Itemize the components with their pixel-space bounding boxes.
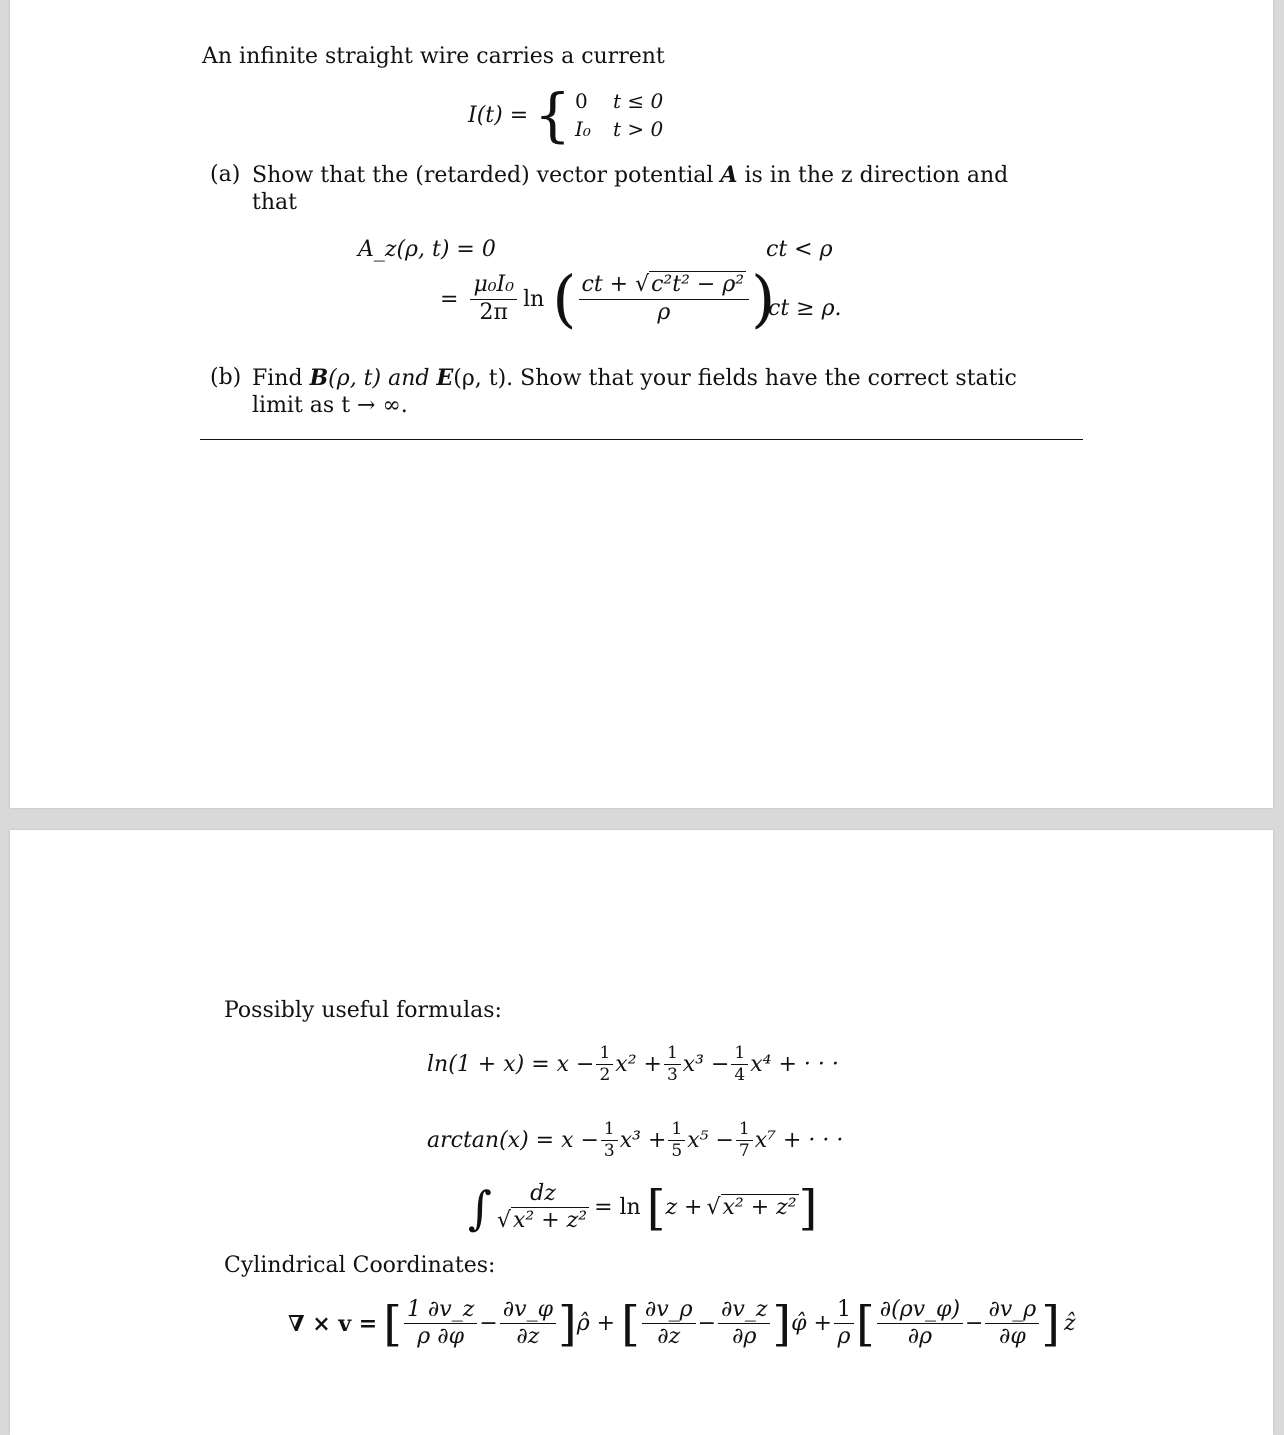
curl-frac-1-den: ρ ∂φ <box>417 1324 464 1350</box>
ln-frac-2 <box>664 1044 681 1084</box>
equals-sign: = <box>440 286 459 312</box>
curl-frac-2-den: ∂z <box>516 1324 540 1350</box>
case-value-1: 0 <box>575 89 588 113</box>
integral-numerator: dz <box>527 1182 559 1208</box>
bracket-3-close: ] <box>1041 1295 1060 1352</box>
ln-term-3: x⁴ + · · · <box>750 1051 839 1077</box>
mu-fraction <box>470 273 517 324</box>
ln-lhs: ln(1 + x) = x − <box>427 1051 595 1077</box>
ln-term-2: x³ − <box>682 1051 730 1077</box>
ln-argument-denominator: ρ <box>657 299 671 325</box>
sqrt-content: c²t² − ρ² <box>651 272 745 298</box>
curl-frac-1 <box>404 1298 477 1349</box>
part-b-text-3: (ρ, t). Show that your fields have the correct static <box>453 366 1017 391</box>
left-brace: { <box>534 81 572 149</box>
mu-denominator: 2π <box>479 299 508 325</box>
integral-sqrt: x² + z² <box>513 1208 588 1234</box>
curl-frac-2 <box>500 1298 556 1349</box>
arctan-series <box>427 1120 843 1160</box>
integral-formula <box>468 1179 818 1236</box>
curl-frac-2-num: ∂v_φ <box>500 1298 556 1324</box>
minus-3: − <box>965 1311 984 1337</box>
integral-rhs-ln: = ln <box>594 1195 641 1221</box>
integral-rhs-sqrt: x² + z² <box>722 1195 797 1221</box>
ln-argument-numerator: ct + √c²t² − ρ² <box>579 273 750 299</box>
case-condition-2: t > 0 <box>613 117 664 141</box>
case-condition-1: t ≤ 0 <box>613 89 664 113</box>
left-paren: ( <box>552 262 577 335</box>
ln-argument-fraction <box>579 273 750 324</box>
part-b-line-2: limit as t → ∞. <box>252 393 408 418</box>
part-b-label: (b) <box>210 365 242 390</box>
arctan-frac-2 <box>668 1120 685 1160</box>
eq-a-row-2-condition: ct ≥ ρ. <box>768 296 842 321</box>
eq-a-row-1: A_z(ρ, t) = 0 <box>358 237 496 262</box>
curl-frac-1-num: 1 ∂v_z <box>404 1298 477 1324</box>
arctan-frac-3-den: 7 <box>738 1140 750 1161</box>
curl-frac-3-den: ∂z <box>657 1324 681 1350</box>
arctan-frac-1 <box>601 1120 618 1160</box>
arctan-frac-1-num: 1 <box>601 1120 618 1141</box>
curl-frac-3 <box>642 1298 696 1349</box>
part-b-text-2: (ρ, t) and <box>328 366 430 391</box>
horizontal-rule <box>200 439 1083 440</box>
arctan-frac-3 <box>736 1120 753 1160</box>
cylindrical-heading: Cylindrical Coordinates: <box>224 1253 496 1278</box>
arctan-term-1: x³ + <box>619 1127 667 1153</box>
part-a-line-1 <box>252 162 1008 188</box>
part-a-text-2: is in the z direction and <box>744 163 1009 188</box>
arctan-frac-3-num: 1 <box>736 1120 753 1141</box>
curl-frac-6 <box>877 1298 963 1349</box>
part-a-label: (a) <box>210 162 241 187</box>
vector-E: E <box>436 365 454 391</box>
ln-frac-2-den: 3 <box>666 1064 678 1085</box>
ln-frac-1 <box>596 1044 613 1084</box>
z-hat: ẑ <box>1063 1311 1076 1337</box>
curl-frac-4 <box>718 1298 770 1349</box>
ln-frac-1-num: 1 <box>596 1044 613 1065</box>
arctan-term-3: x⁷ + · · · <box>754 1127 844 1153</box>
minus-1: − <box>479 1311 498 1337</box>
arctan-term-2: x⁵ − <box>687 1127 734 1153</box>
curl-formula <box>288 1295 1076 1352</box>
part-a-line-2: that <box>252 190 297 215</box>
curl-frac-7-den: ∂φ <box>998 1324 1026 1350</box>
integral-rhs-z: z + <box>665 1195 703 1221</box>
curl-frac-3-num: ∂v_ρ <box>642 1298 696 1324</box>
curl-frac-7 <box>985 1298 1039 1349</box>
curl-frac-5 <box>834 1298 854 1349</box>
arctan-lhs: arctan(x) = x − <box>427 1127 599 1153</box>
eq-a-row-1-condition: ct < ρ <box>766 237 833 262</box>
phi-hat: φ̂ + <box>791 1311 832 1337</box>
integral-sign: ∫ <box>468 1180 492 1235</box>
bracket-2-open: [ <box>621 1295 640 1352</box>
curl-frac-7-num: ∂v_ρ <box>985 1298 1039 1324</box>
mu-numerator: μ₀I₀ <box>470 273 517 299</box>
integral-fraction <box>494 1182 592 1233</box>
bracket-1-close: ] <box>557 1295 577 1352</box>
part-a-text-1: Show that the (retarded) vector potential <box>252 163 714 188</box>
curl-frac-4-num: ∂v_z <box>718 1298 770 1324</box>
intro-text: An infinite straight wire carries a current <box>202 44 665 69</box>
arctan-frac-2-den: 5 <box>671 1140 683 1161</box>
page-2 <box>10 830 1273 1435</box>
ln-frac-3 <box>731 1044 748 1084</box>
right-paren: ) <box>751 262 776 335</box>
left-bracket: [ <box>646 1179 666 1236</box>
ln-frac-3-num: 1 <box>731 1044 748 1065</box>
ln-frac-3-den: 4 <box>734 1064 746 1085</box>
right-bracket: ] <box>798 1179 818 1236</box>
curl-frac-4-den: ∂ρ <box>732 1324 757 1350</box>
part-b-line-1 <box>252 365 1017 391</box>
ln-text: ln <box>523 286 545 312</box>
current-lhs: I(t) = <box>468 102 529 128</box>
part-b-text-1: Find <box>252 366 303 391</box>
case-value-2: I₀ <box>575 117 591 141</box>
minus-2: − <box>697 1311 717 1337</box>
ln-series <box>427 1044 839 1084</box>
arctan-frac-2-num: 1 <box>668 1120 685 1141</box>
rho-hat: ρ̂ + <box>576 1311 616 1337</box>
eq-a-row-2 <box>440 262 776 335</box>
current-cases <box>575 87 663 143</box>
integral-rhs-root: √x² + z² <box>706 1195 797 1221</box>
bracket-3-open: [ <box>856 1295 875 1352</box>
curl-lhs: ∇ × v = <box>288 1310 378 1337</box>
vector-A: A <box>720 162 738 188</box>
curl-frac-5-num: 1 <box>834 1298 854 1324</box>
ln-term-1: x² + <box>615 1051 662 1077</box>
curl-frac-6-den: ∂ρ <box>907 1324 933 1350</box>
arctan-frac-1-den: 3 <box>603 1140 615 1161</box>
ct-plus: ct + <box>581 272 629 298</box>
formulas-heading: Possibly useful formulas: <box>224 998 502 1023</box>
ln-frac-2-num: 1 <box>664 1044 681 1065</box>
curl-frac-5-den: ρ <box>837 1324 851 1350</box>
curl-frac-6-num: ∂(ρv_φ) <box>877 1298 963 1324</box>
ln-frac-1-den: 2 <box>599 1064 611 1085</box>
page-1 <box>10 0 1273 808</box>
bracket-2-close: ] <box>772 1295 792 1352</box>
bracket-1-open: [ <box>383 1295 402 1352</box>
current-definition <box>468 81 664 149</box>
integral-denominator: √x² + z² <box>496 1208 588 1234</box>
vector-B: B <box>309 365 329 391</box>
